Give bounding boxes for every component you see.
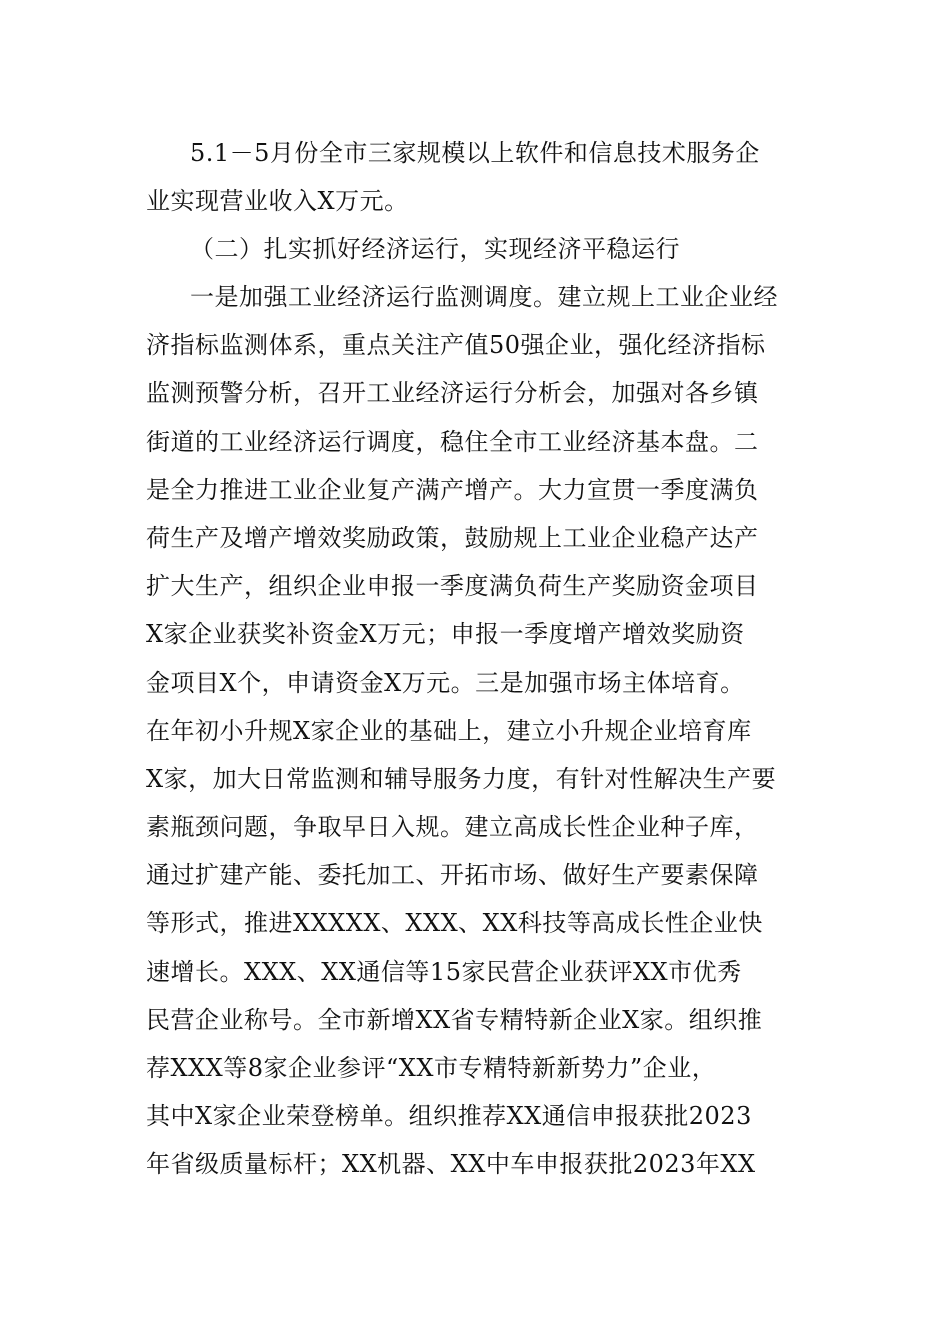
section-heading (146, 225, 810, 273)
heading-line: （二）扎实抓好经济运行，实现经济平稳运行 (190, 235, 680, 263)
paragraph-economic-operation (146, 273, 810, 1189)
paragraph-line: 街道的工业经济运行调度，稳住全市工业经济基本盘。二 (146, 427, 759, 456)
paragraph-line: 荐XXX等8家企业参评“XX市专精特新新势力”企业， (146, 1054, 717, 1082)
paragraph-line: 5.1－5月份全市三家规模以上软件和信息技术服务企 (190, 139, 760, 167)
paragraph-line: 在年初小升规X家企业的基础上，建立小升规企业培育库 (146, 716, 752, 745)
paragraph-line: 荷生产及增产增效奖励政策，鼓励规上工业企业稳产达产 (146, 523, 759, 552)
paragraph-line: 民营企业称号。全市新增XX省专精特新企业X家。组织推 (146, 1005, 763, 1034)
paragraph-line: 业实现营业收入X万元。 (146, 187, 409, 216)
paragraph-line: 一是加强工业经济运行监测调度。建立规上工业企业经 (190, 283, 778, 311)
paragraph-line: 速增长。XXX、XX通信等15家民营企业获评XX市优秀 (146, 957, 742, 986)
paragraph-line: X家企业获奖补资金X万元；申报一季度增产增效奖励资 (146, 620, 745, 649)
paragraph-line: 素瓶颈问题，争取早日入规。建立高成长性企业种子库， (146, 813, 759, 842)
paragraph-line: 扩大生产，组织企业申报一季度满负荷生产奖励资金项目 (146, 572, 759, 601)
paragraph-line: 是全力推进工业企业复产满产增产。大力宣贯一季度满负 (146, 475, 759, 504)
paragraph-line: 其中X家企业荣登榜单。组织推荐XX通信申报获批2023 (146, 1102, 752, 1131)
paragraph-line: 监测预警分析，召开工业经济运行分析会，加强对各乡镇 (146, 379, 759, 408)
paragraph-line: 济指标监测体系，重点关注产值50强企业，强化经济指标 (146, 331, 766, 360)
paragraph-line: X家，加大日常监测和辅导服务力度，有针对性解决生产要 (146, 764, 777, 793)
paragraph-line: 金项目X个，申请资金X万元。三是加强市场主体培育。 (146, 668, 745, 697)
paragraph-line: 等形式，推进XXXXX、XXX、XX科技等高成长性企业快 (146, 909, 763, 938)
paragraph-software-revenue (146, 129, 810, 225)
paragraph-line: 年省级质量标杆；XX机器、XX中车申报获批2023年XX (146, 1150, 756, 1179)
paragraph-line: 通过扩建产能、委托加工、开拓市场、做好生产要素保障 (146, 861, 759, 890)
